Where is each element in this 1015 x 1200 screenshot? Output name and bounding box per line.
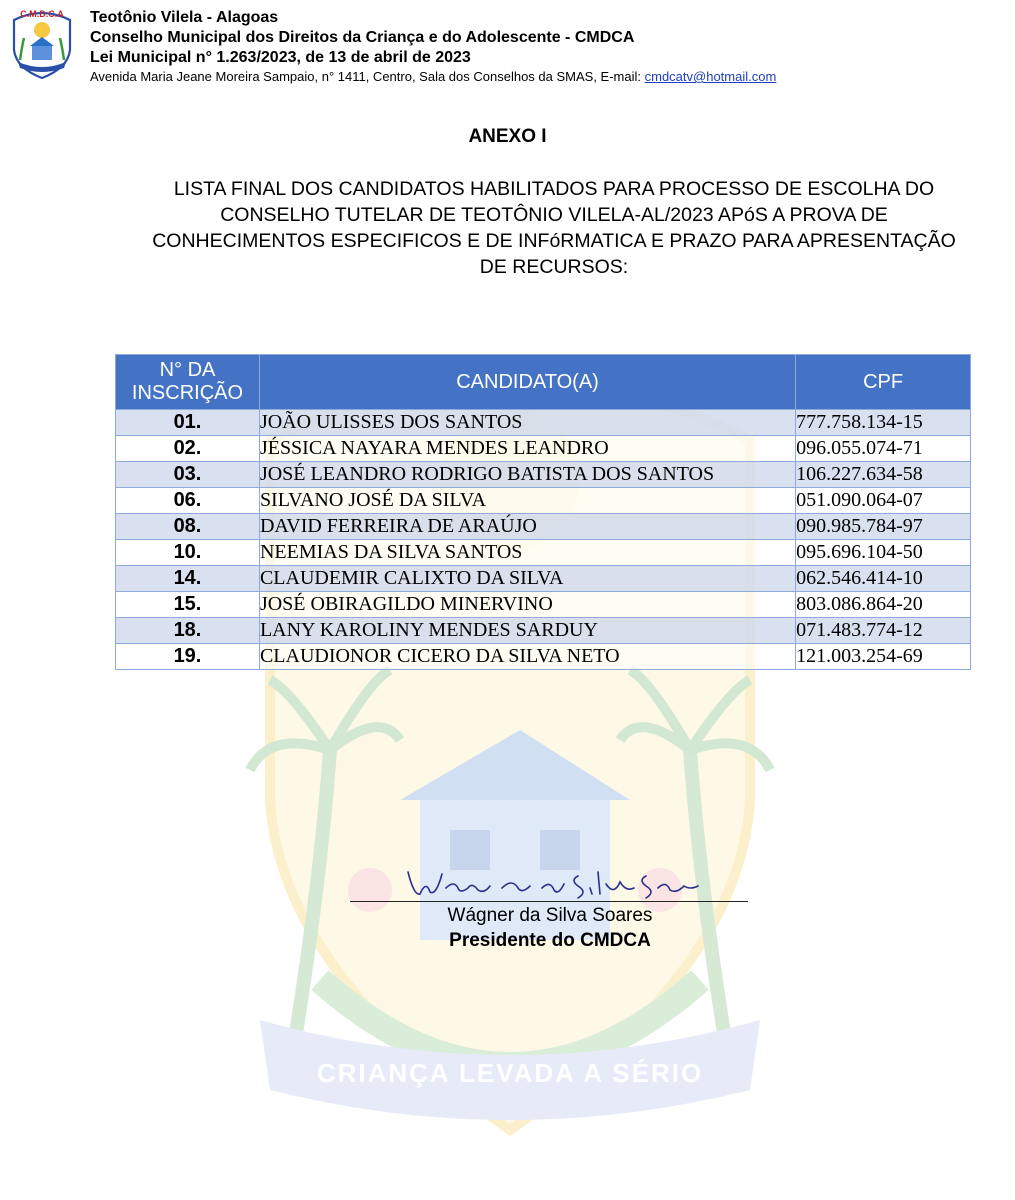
candidate-cpf: 090.985.784-97 xyxy=(796,514,971,540)
candidate-name: DAVID FERREIRA DE ARAÚJO xyxy=(259,514,795,540)
municipality-name: Teotônio Vilela - Alagoas xyxy=(90,9,279,26)
email-link[interactable]: cmdcatv@hotmail.com xyxy=(644,69,777,84)
table-row xyxy=(116,618,971,644)
candidate-name: CLAUDEMIR CALIXTO DA SILVA xyxy=(259,566,795,592)
candidate-name: JOÃO ULISSES DOS SANTOS xyxy=(259,410,795,436)
candidate-cpf: 096.055.074-71 xyxy=(796,436,971,462)
candidate-cpf: 121.003.254-69 xyxy=(796,644,971,670)
header-registration-number xyxy=(116,355,260,410)
address-line xyxy=(90,68,990,85)
registration-number: 18. xyxy=(116,618,260,644)
signature-line xyxy=(350,901,748,902)
subtitle-line: LISTA FINAL DOS CANDIDATOS HABILITADOS PARA PROCESSO DE ESCOLHA DO xyxy=(173,178,935,200)
candidate-name: SILVANO JOSÉ DA SILVA xyxy=(259,488,795,514)
subtitle-line: CONHECIMENTOS ESPECIFICOS E DE INFóRMATICA E PRAZO PARA APRESENTAÇÃO xyxy=(152,230,956,252)
table-row xyxy=(116,592,971,618)
candidate-name: JOSÉ LEANDRO RODRIGO BATISTA DOS SANTOS xyxy=(259,462,795,488)
candidate-cpf: 062.546.414-10 xyxy=(796,566,971,592)
logo-text: C.M.D.C.A xyxy=(20,9,64,19)
candidate-cpf: 051.090.064-07 xyxy=(796,488,971,514)
address-text: Avenida Maria Jeane Moreira Sampaio, n° 1411, Centro, Sala dos Conselhos da SMAS, E-mail: xyxy=(90,69,645,84)
table-row xyxy=(116,540,971,566)
table-header-row xyxy=(116,355,971,410)
document-subtitle xyxy=(84,176,1015,280)
candidate-cpf: 071.483.774-12 xyxy=(796,618,971,644)
annex-title: ANEXO I xyxy=(468,126,547,147)
registration-number: 10. xyxy=(116,540,260,566)
candidate-cpf: 095.696.104-50 xyxy=(796,540,971,566)
candidate-name: CLAUDIONOR CICERO DA SILVA NETO xyxy=(259,644,795,670)
signatory-name: Wágner da Silva Soares xyxy=(447,905,653,926)
header-number-line1: N° DA xyxy=(159,359,216,381)
table-row xyxy=(116,566,971,592)
candidate-name: NEEMIAS DA SILVA SANTOS xyxy=(259,540,795,566)
candidate-cpf: 777.758.134-15 xyxy=(796,410,971,436)
cmdca-logo xyxy=(8,6,76,80)
registration-number: 02. xyxy=(116,436,260,462)
header-number-line2: INSCRIÇÃO xyxy=(131,382,244,404)
header-candidate: CANDIDATO(A) xyxy=(259,355,795,410)
table-row xyxy=(116,462,971,488)
subtitle-line: CONSELHO TUTELAR DE TEOTÔNIO VILELA-AL/2023 APóS A PROVA DE xyxy=(220,204,888,226)
candidate-name: LANY KAROLINY MENDES SARDUY xyxy=(259,618,795,644)
table-row xyxy=(116,436,971,462)
table-row xyxy=(116,410,971,436)
signatory-title: Presidente do CMDCA xyxy=(449,930,651,951)
council-name: Conselho Municipal dos Direitos da Criança e do Adolescente - CMDCA xyxy=(90,29,635,46)
candidate-cpf: 106.227.634-58 xyxy=(796,462,971,488)
candidate-cpf: 803.086.864-20 xyxy=(796,592,971,618)
subtitle-line: DE RECURSOS: xyxy=(479,256,629,278)
candidate-name: JÉSSICA NAYARA MENDES LEANDRO xyxy=(259,436,795,462)
handwritten-signature xyxy=(402,866,702,902)
header-cpf: CPF xyxy=(796,355,971,410)
municipal-law: Lei Municipal n° 1.263/2023, de 13 de abril de 2023 xyxy=(90,49,471,66)
table-row xyxy=(116,644,971,670)
watermark-banner-text: CRIANÇA LEVADA A SÉRIO xyxy=(316,1058,704,1088)
table-row xyxy=(116,488,971,514)
registration-number: 14. xyxy=(116,566,260,592)
registration-number: 19. xyxy=(116,644,260,670)
registration-number: 15. xyxy=(116,592,260,618)
registration-number: 08. xyxy=(116,514,260,540)
registration-number: 01. xyxy=(116,410,260,436)
candidate-name: JOSÉ OBIRAGILDO MINERVINO xyxy=(259,592,795,618)
table-row xyxy=(116,514,971,540)
registration-number: 06. xyxy=(116,488,260,514)
candidates-table xyxy=(115,354,971,670)
registration-number: 03. xyxy=(116,462,260,488)
